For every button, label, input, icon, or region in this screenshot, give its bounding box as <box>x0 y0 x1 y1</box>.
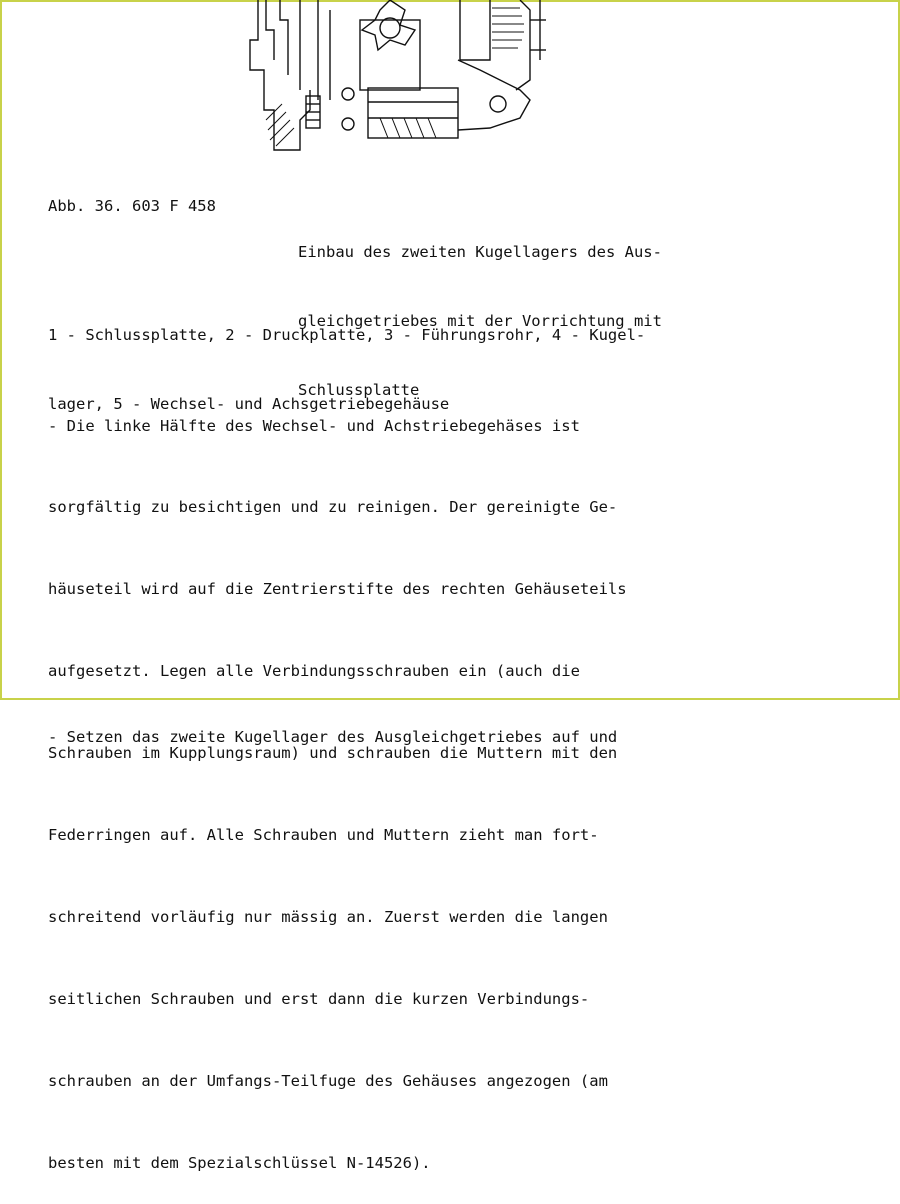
paragraph-1 <box>48 358 878 1204</box>
text-line: besten mit dem Spezialschlüssel N-14526). <box>48 1153 431 1172</box>
figure-id: Abb. 36. 603 F 458 <box>48 197 216 215</box>
technical-drawing-gearbox <box>230 0 550 160</box>
text-line: schreitend vorläufig nur mässig an. Zuerst werden die langen <box>48 907 608 926</box>
caption-line: Einbau des zweiten Kugellagers des Aus- <box>298 243 662 261</box>
text-line: seitlichen Schrauben und erst dann die kurzen Verbindungs- <box>48 989 590 1008</box>
paragraph-2 <box>48 670 878 778</box>
caption-line: gleichgetriebes mit der Vorrichtung mit <box>298 312 662 330</box>
caption-line: Schlussplatte <box>298 381 420 399</box>
text-line: sorgfältig zu besichtigen und zu reinigen. Der gereinigte Ge- <box>48 498 618 517</box>
text-line: schrauben an der Umfangs-Teilfuge des Gehäuses angezogen (am <box>48 1071 608 1090</box>
text-line: - Setzen das zweite Kugellager des Ausgleichgetriebes auf und <box>48 728 618 746</box>
text-line: aufgesetzt. Legen alle Verbindungsschrauben ein (auch die <box>48 662 580 681</box>
text-line: Schrauben im Kupplungsraum) und schrauben die Muttern mit den <box>48 744 618 763</box>
text-line: häuseteil wird auf die Zentrierstifte des rechten Gehäuseteils <box>48 580 627 599</box>
legend-line: 1 - Schlussplatte, 2 - Druckplatte, 3 - Führungsrohr, 4 - Kugel- <box>48 326 646 344</box>
text-line: - Die linke Hälfte des Wechsel- und Achstriebegehäses ist <box>48 416 580 435</box>
text-line: Federringen auf. Alle Schrauben und Muttern zieht man fort- <box>48 826 599 845</box>
legend-line: lager, 5 - Wechsel- und Achsgetriebegehäuse <box>48 395 450 413</box>
